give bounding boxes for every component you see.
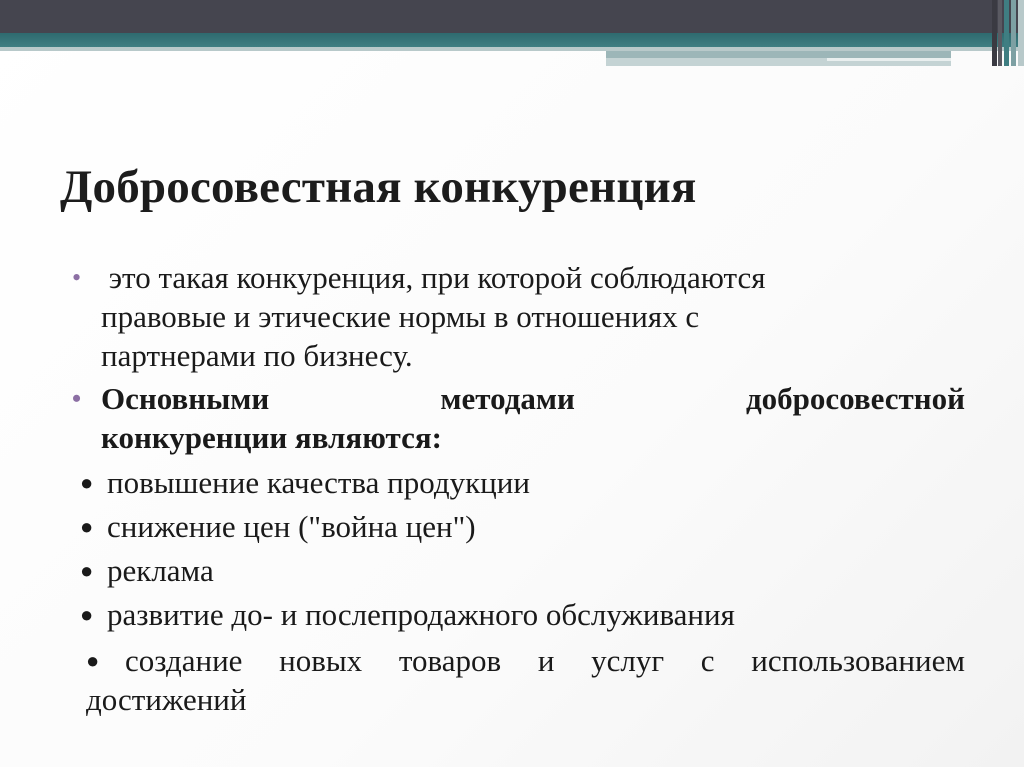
header-band-dark — [0, 0, 1024, 33]
header-strip — [827, 58, 951, 61]
method-item — [68, 593, 961, 637]
method-item — [68, 505, 961, 549]
bullet-icon: • — [72, 263, 82, 292]
method-item — [68, 461, 961, 505]
method-item — [68, 549, 961, 593]
methods-heading-line-2: конкуренции являются: — [101, 420, 442, 455]
methods-heading — [72, 379, 965, 457]
sub-bullet-icon: ● — [86, 648, 100, 673]
sub-bullet-icon: ● — [80, 470, 94, 495]
method-text-line-1: создание новых товаров и услуг с использованием — [125, 643, 965, 678]
method-text-line-2: достижений — [86, 682, 247, 717]
sub-bullet-icon: ● — [80, 602, 94, 627]
definition-paragraph — [72, 258, 965, 375]
definition-line-1: это такая конкуренция, при которой соблюдаются — [101, 260, 766, 295]
methods-heading-line-1: Основными методами добросовестной — [101, 381, 965, 416]
method-text: повышение качества продукции — [107, 465, 530, 500]
definition-line-2: правовые и этические нормы в отношениях с — [101, 299, 700, 334]
method-text: развитие до- и послепродажного обслуживания — [107, 597, 735, 632]
header-band-teal — [0, 33, 1024, 47]
bullet-icon: • — [72, 384, 82, 413]
corner-decoration — [1018, 0, 1024, 66]
slide-title: Добросовестная конкуренция — [60, 161, 697, 213]
corner-decoration — [1011, 0, 1016, 66]
corner-decoration — [992, 0, 997, 66]
corner-decoration — [1004, 0, 1009, 66]
corner-decoration — [998, 0, 1002, 66]
sub-bullet-icon: ● — [80, 514, 94, 539]
sub-bullet-icon: ● — [80, 558, 94, 583]
method-text: реклама — [107, 553, 214, 588]
method-text: снижение цен ("война цен") — [107, 509, 476, 544]
method-item-last — [86, 641, 965, 719]
definition-line-3: партнерами по бизнесу. — [101, 338, 413, 373]
slide-content — [72, 258, 965, 719]
header-strip — [606, 51, 951, 58]
